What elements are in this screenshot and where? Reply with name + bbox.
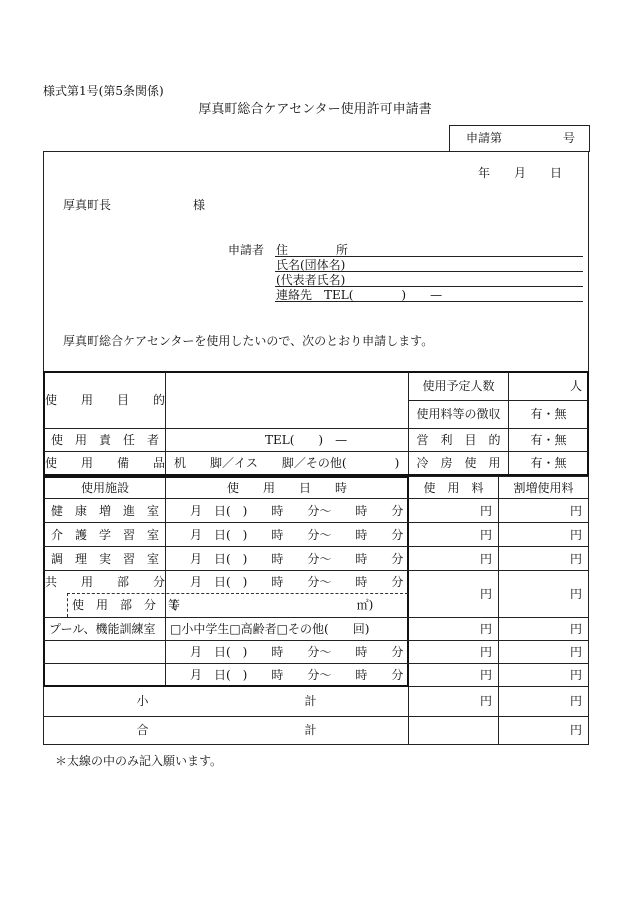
- surcharge-yen: 円: [570, 528, 583, 542]
- surcharge-yen: 円: [570, 587, 583, 601]
- surcharge-yen: 円: [570, 622, 583, 636]
- equipment-label: 使 用 備 品: [45, 456, 166, 470]
- room-care-learning: 介 護 学 習 室: [50, 528, 159, 542]
- fee-yen: 円: [480, 504, 493, 518]
- total-yen: 円: [570, 723, 583, 737]
- header-surcharge: 割増使用料: [513, 481, 574, 495]
- manager-label: 使 用 責 任 者: [50, 433, 159, 447]
- purpose-input[interactable]: [167, 373, 407, 427]
- ac-label: 冷 房 使 用: [416, 456, 501, 470]
- application-statement: 厚真町総合ケアセンターを使用したいので、次のとおり申請します。: [63, 334, 434, 348]
- fee-yen: 円: [480, 587, 493, 601]
- surcharge-yen: 円: [570, 504, 583, 518]
- equipment-value[interactable]: 机 脚／イス 脚／その他( ): [174, 456, 400, 470]
- subtotal-fee-yen: 円: [480, 694, 493, 708]
- fee-yen: 円: [480, 645, 493, 659]
- surcharge-yen: 円: [570, 668, 583, 682]
- application-number-suffix: 号: [563, 131, 576, 145]
- addressee-name: 厚真町長: [63, 198, 112, 212]
- org-name-line[interactable]: [275, 271, 583, 272]
- fee-yen: 円: [480, 528, 493, 542]
- subtotal-surcharge-yen: 円: [570, 694, 583, 708]
- datetime-cooking[interactable]: 月 日( ) 時 分〜 時 分: [190, 552, 404, 566]
- datetime-shared[interactable]: 月 日( ) 時 分〜 時 分: [190, 575, 404, 589]
- surcharge-yen: 円: [570, 645, 583, 659]
- shared-area-value[interactable]: ( ㎡): [172, 598, 374, 612]
- header-facility: 使用施設: [80, 481, 129, 495]
- shared-area-label: 使 用 部 分 等: [72, 598, 181, 612]
- profit-label: 営 利 目 的: [416, 433, 501, 447]
- ac-value[interactable]: 有・無: [530, 456, 567, 470]
- form-number: 様式第1号(第5条関係): [43, 84, 164, 98]
- applicant-address-label: 住 所: [276, 243, 349, 257]
- rep-name-line[interactable]: [275, 286, 583, 287]
- profit-value[interactable]: 有・無: [530, 433, 567, 447]
- datetime-health[interactable]: 月 日( ) 時 分〜 時 分: [190, 504, 404, 518]
- addressee-honorific: 様: [193, 198, 206, 212]
- room-pool-training: プール、機能訓練室: [49, 622, 156, 636]
- pool-options[interactable]: □小中学生□高齢者□その他( 回): [170, 622, 370, 636]
- fee-yen: 円: [480, 552, 493, 566]
- header-fee: 使 用 料: [423, 481, 484, 495]
- room-shared-area: 共 用 部 分: [45, 575, 166, 589]
- datetime-extra-2[interactable]: 月 日( ) 時 分〜 時 分: [190, 668, 404, 682]
- expected-users-unit: 人: [570, 379, 583, 393]
- application-date[interactable]: 年 月 日: [478, 166, 563, 180]
- surcharge-yen: 円: [570, 552, 583, 566]
- applicant-rep-label: (代表者氏名): [276, 273, 346, 287]
- footnote: ＊太線の中のみ記入願います。: [55, 754, 223, 768]
- room-cooking: 調 理 実 習 室: [50, 552, 159, 566]
- fee-yen: 円: [480, 622, 493, 636]
- header-datetime: 使 用 日 時: [226, 481, 347, 495]
- total-label: 合 計: [136, 723, 317, 737]
- room-health-promotion: 健 康 増 進 室: [50, 504, 159, 518]
- fee-collection-value[interactable]: 有・無: [530, 407, 567, 421]
- fee-yen: 円: [480, 668, 493, 682]
- address-line[interactable]: [275, 256, 583, 257]
- purpose-label: 使 用 目 的: [45, 393, 166, 407]
- subtotal-label: 小 計: [136, 694, 317, 708]
- manager-tel[interactable]: TEL( ) —: [265, 433, 348, 447]
- applicant-contact-label: 連絡先 TEL( ) —: [276, 288, 443, 302]
- applicant-org-label: 氏名(団体名): [276, 258, 346, 272]
- fee-collection-label: 使用料等の徴収: [416, 407, 501, 421]
- applicant-label: 申請者: [228, 243, 265, 257]
- datetime-extra-1[interactable]: 月 日( ) 時 分〜 時 分: [190, 645, 404, 659]
- datetime-care[interactable]: 月 日( ) 時 分〜 時 分: [190, 528, 404, 542]
- expected-users-label: 使用予定人数: [422, 379, 495, 393]
- contact-line[interactable]: [275, 301, 583, 302]
- application-number-prefix: 申請第: [466, 131, 503, 145]
- document-title: 厚真町総合ケアセンター使用許可申請書: [198, 102, 432, 117]
